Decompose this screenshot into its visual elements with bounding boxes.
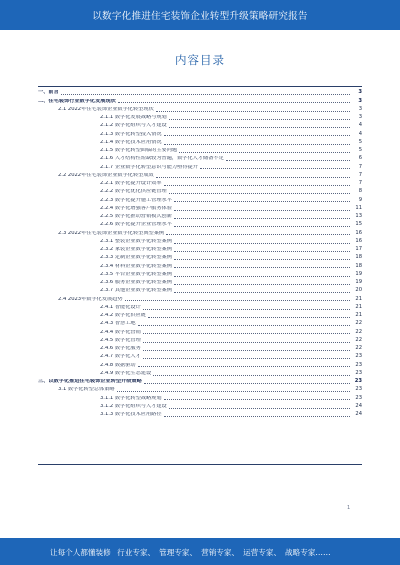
toc-entry-title: 2.4.7 数字化人才 bbox=[100, 354, 141, 360]
toc-entry-title: 3.1.3 数字化技术应用路径 bbox=[100, 412, 162, 418]
toc-dot-leader bbox=[156, 177, 350, 178]
toc-entry-page: 23 bbox=[355, 394, 362, 401]
toc-entry-title: 一、前言 bbox=[38, 90, 59, 96]
toc-entry-title: 2.3.2 家装企业数字化转型案例 bbox=[100, 247, 172, 253]
toc-entry[interactable] bbox=[100, 352, 362, 360]
toc-entry-page: 5 bbox=[358, 138, 362, 145]
toc-entry-page: 23 bbox=[354, 378, 362, 385]
toc-dot-leader bbox=[143, 358, 350, 359]
toc-entry[interactable] bbox=[100, 410, 362, 418]
toc-dot-leader bbox=[169, 119, 350, 120]
footer-slogan-lead: 让每个人都懂装修 bbox=[50, 548, 114, 557]
toc-entry[interactable] bbox=[100, 270, 362, 278]
footer-bar bbox=[0, 538, 400, 565]
report-header-bar bbox=[0, 0, 400, 30]
toc-entry-page: 4 bbox=[358, 122, 362, 129]
toc-entry-title: 2.4.2 数字化供应链 bbox=[100, 313, 146, 319]
toc-entry[interactable] bbox=[100, 327, 362, 335]
toc-entry-page: 22 bbox=[355, 336, 362, 343]
toc-entry[interactable] bbox=[38, 377, 362, 385]
toc-entry-title: 2.4.8 数据驱动 bbox=[100, 362, 136, 368]
toc-entry[interactable] bbox=[38, 96, 362, 104]
toc-entry[interactable] bbox=[100, 303, 362, 311]
toc-entry[interactable] bbox=[100, 121, 362, 129]
toc-entry-title: 2.3.7 其他企业数字化转型案例 bbox=[100, 288, 172, 294]
toc-entry[interactable] bbox=[100, 179, 362, 187]
toc-dot-leader bbox=[143, 309, 350, 310]
toc-dot-leader bbox=[174, 284, 350, 285]
toc-entry-title: 2.2.1 数字化提升设计效率 bbox=[100, 181, 162, 187]
toc-entry[interactable] bbox=[58, 228, 362, 236]
toc-entry[interactable] bbox=[100, 220, 362, 228]
toc-entry-page: 24 bbox=[355, 402, 362, 409]
toc-entry[interactable] bbox=[100, 336, 362, 344]
footer-expert-tag: 管理专家、 bbox=[159, 548, 198, 557]
toc-entry-title: 2.1.7 企业数字化转型意识与能力亟待提升 bbox=[100, 164, 198, 170]
toc-entry-page: 19 bbox=[355, 279, 362, 286]
toc-dot-leader bbox=[138, 366, 350, 367]
toc-dot-leader bbox=[174, 201, 350, 202]
toc-entry-title: 2.4.3 智慧工地 bbox=[100, 321, 136, 327]
toc-dot-leader bbox=[143, 333, 350, 334]
page-number: 1 bbox=[347, 505, 351, 511]
toc-entry-title: 2.3.1 整装企业数字化转型案例 bbox=[100, 238, 172, 244]
footer-slogan bbox=[50, 547, 335, 558]
toc-entry-title: 2.2.5 数字化推动营销模式创新 bbox=[100, 214, 172, 220]
toc-entry-page: 23 bbox=[355, 369, 362, 376]
toc-dot-leader bbox=[169, 193, 350, 194]
toc-entry[interactable] bbox=[100, 237, 362, 245]
toc-entry-page: 21 bbox=[355, 303, 362, 310]
toc-entry-title: 2.2 2022年住宅装饰企业数字化转型成效 bbox=[58, 172, 154, 178]
toc-entry-title: 2.4.4 数字化营销 bbox=[100, 329, 141, 335]
toc-dot-leader bbox=[166, 234, 350, 235]
toc-dot-leader bbox=[164, 185, 350, 186]
toc-entry[interactable] bbox=[100, 319, 362, 327]
toc-entry-page: 17 bbox=[355, 246, 362, 253]
toc-entry[interactable] bbox=[100, 253, 362, 261]
toc-entry[interactable] bbox=[100, 113, 362, 121]
toc-entry[interactable] bbox=[100, 212, 362, 220]
toc-entry[interactable] bbox=[100, 245, 362, 253]
toc-entry-title: 二、住宅装饰行业数字化发展现状 bbox=[38, 98, 116, 104]
toc-entry-page: 21 bbox=[355, 295, 362, 302]
toc-entry-title: 2.2.2 数字化优化供应链管理 bbox=[100, 189, 167, 195]
toc-entry-title: 2.4.5 数字化管理 bbox=[100, 337, 141, 343]
toc-dot-leader bbox=[169, 408, 350, 409]
toc-entry-page: 22 bbox=[355, 320, 362, 327]
toc-entry-page: 11 bbox=[355, 204, 362, 211]
footer-expert-tag: 运营专家、 bbox=[243, 548, 282, 557]
toc-entry[interactable] bbox=[100, 369, 362, 377]
toc-entry-page: 16 bbox=[355, 237, 362, 244]
toc-entry[interactable] bbox=[100, 187, 362, 195]
toc-entry-title: 2.3 2022年住宅装饰企业数字化转型典型案例 bbox=[58, 230, 165, 236]
toc-entry-page: 7 bbox=[358, 180, 362, 187]
toc-dot-leader bbox=[174, 251, 350, 252]
toc-entry-title: 2.3.4 材料企业数字化转型案例 bbox=[100, 263, 172, 269]
toc-dot-leader bbox=[118, 102, 350, 103]
toc-entry-page: 3 bbox=[358, 97, 362, 104]
footer-expert-tag: 行业专家、 bbox=[117, 548, 156, 557]
toc-entry[interactable] bbox=[100, 278, 362, 286]
toc-title: 内容目录 bbox=[175, 53, 225, 67]
toc-entry-title: 2.4.1 智能化设计 bbox=[100, 304, 141, 310]
toc-entry[interactable] bbox=[38, 88, 362, 96]
toc-entry[interactable] bbox=[100, 204, 362, 212]
toc-entry-page: 23 bbox=[355, 361, 362, 368]
toc-entry-page: 24 bbox=[355, 411, 362, 418]
toc-top-rule bbox=[38, 86, 362, 87]
toc-bottom-rule bbox=[38, 464, 362, 465]
toc-entry-page: 13 bbox=[355, 213, 362, 220]
toc-entry[interactable] bbox=[100, 311, 362, 319]
toc-entry-title: 三、以数字化推进住宅装饰企业转型升级策略 bbox=[38, 379, 142, 385]
footer-expert-tag: 战略专家…… bbox=[285, 548, 331, 557]
toc-entry-page: 15 bbox=[355, 221, 362, 228]
toc-entry[interactable] bbox=[100, 402, 362, 410]
toc-dot-leader bbox=[144, 383, 350, 384]
toc-entry[interactable] bbox=[100, 195, 362, 203]
toc-dot-leader bbox=[164, 135, 350, 136]
toc-entry-title: 2.3.6 服务企业数字化转型案例 bbox=[100, 280, 172, 286]
toc-entry-title: 2.1 2022年住宅装饰企业数字化转型现状 bbox=[58, 106, 154, 112]
toc-entry-title: 2.1.6 人才结构性短缺较为普遍，数字化人才储备不足 bbox=[100, 156, 224, 162]
toc-entry[interactable] bbox=[100, 129, 362, 137]
toc-entry-page: 3 bbox=[358, 114, 362, 121]
toc-dot-leader bbox=[174, 292, 350, 293]
toc-dot-leader bbox=[174, 218, 350, 219]
toc-entry-title: 2.1.1 数字化发展战略与规划 bbox=[100, 115, 167, 121]
toc-dot-leader bbox=[164, 416, 350, 417]
toc-dot-leader bbox=[169, 127, 350, 128]
toc-entry[interactable] bbox=[58, 385, 362, 393]
toc-entry-page: 18 bbox=[355, 254, 362, 261]
toc-entry-title: 2.1.2 数字化组织与人才建设 bbox=[100, 123, 167, 129]
toc-entry-page: 3 bbox=[358, 105, 362, 112]
toc-entry-page: 5 bbox=[358, 147, 362, 154]
toc-entry-page: 7 bbox=[358, 171, 362, 178]
toc-entry-page: 22 bbox=[355, 328, 362, 335]
toc-entry-page: 16 bbox=[355, 229, 362, 236]
toc-entry-page: 23 bbox=[355, 386, 362, 393]
toc-dot-leader bbox=[174, 226, 350, 227]
toc-dot-leader bbox=[174, 276, 350, 277]
toc-dot-leader bbox=[138, 325, 350, 326]
toc-entry-title: 3.1.2 数字化组织与人才建设 bbox=[100, 403, 167, 409]
toc-entry[interactable] bbox=[58, 294, 362, 302]
toc-dot-leader bbox=[174, 267, 350, 268]
toc-entry-page: 22 bbox=[355, 345, 362, 352]
toc-entry-page: 9 bbox=[358, 196, 362, 203]
toc-entry-title: 2.4 2023年数字化发展趋势 bbox=[58, 296, 123, 302]
toc-entry-page: 18 bbox=[355, 262, 362, 269]
toc-dot-leader bbox=[174, 243, 350, 244]
toc-entry-title: 2.3.3 定制企业数字化转型案例 bbox=[100, 255, 172, 261]
toc-dot-leader bbox=[226, 160, 350, 161]
toc-entry-page: 19 bbox=[355, 270, 362, 277]
toc-entry-title: 3.1.1 数字化转型战略规划 bbox=[100, 395, 162, 401]
toc-dot-leader bbox=[200, 168, 350, 169]
toc-entry[interactable] bbox=[100, 154, 362, 162]
toc-dot-leader bbox=[153, 375, 350, 376]
toc-entry-title: 3.1 数字化转型总体策略 bbox=[58, 387, 115, 393]
toc-entry-page: 6 bbox=[358, 155, 362, 162]
toc-entry-title: 2.2.6 数字化提升企业管理水平 bbox=[100, 222, 172, 228]
toc-entry-title: 2.1.5 数字化转型面临的主要问题 bbox=[100, 148, 178, 154]
toc-dot-leader bbox=[164, 399, 350, 400]
toc-dot-leader bbox=[174, 259, 350, 260]
toc-entry-page: 21 bbox=[355, 312, 362, 319]
toc-entry-title: 2.4.6 数字化服务 bbox=[100, 346, 141, 352]
toc-entry-page: 7 bbox=[358, 163, 362, 170]
toc-entry-title: 2.1.3 数字化转型投入情况 bbox=[100, 131, 162, 137]
toc-entry-page: 3 bbox=[358, 89, 362, 96]
toc-entry[interactable] bbox=[100, 344, 362, 352]
toc-dot-leader bbox=[125, 300, 350, 301]
toc-entry[interactable] bbox=[58, 105, 362, 113]
toc-dot-leader bbox=[174, 210, 350, 211]
toc-entry[interactable] bbox=[100, 146, 362, 154]
toc-dot-leader bbox=[143, 342, 350, 343]
toc-entry[interactable] bbox=[100, 360, 362, 368]
toc-dot-leader bbox=[148, 317, 350, 318]
toc-dot-leader bbox=[164, 144, 350, 145]
toc-dot-leader bbox=[61, 94, 350, 95]
toc-entry-title: 2.2.4 数字化增强客户服务体验 bbox=[100, 205, 172, 211]
toc-dot-leader bbox=[156, 111, 350, 112]
toc-entry[interactable] bbox=[100, 138, 362, 146]
toc-entry[interactable] bbox=[100, 286, 362, 294]
toc-entry-page: 8 bbox=[358, 188, 362, 195]
toc-entry-title: 2.2.3 数字化提升施工管理水平 bbox=[100, 197, 172, 203]
toc-dot-leader bbox=[143, 350, 350, 351]
toc-entry[interactable] bbox=[100, 261, 362, 269]
toc-entry-page: 20 bbox=[355, 287, 362, 294]
toc-entry-title: 2.1.4 数字化技术应用情况 bbox=[100, 139, 162, 145]
toc-dot-leader bbox=[117, 391, 350, 392]
toc-entry-page: 23 bbox=[355, 353, 362, 360]
toc-dot-leader bbox=[179, 152, 350, 153]
toc-entry[interactable] bbox=[100, 393, 362, 401]
toc-entry-title: 2.4.9 数字化生态建设 bbox=[100, 370, 152, 376]
footer-expert-tag: 营销专家、 bbox=[201, 548, 240, 557]
toc-entry[interactable] bbox=[58, 171, 362, 179]
report-title: 以数字化推进住宅装饰企业转型升级策略研究报告 bbox=[92, 11, 308, 22]
toc-entry[interactable] bbox=[100, 162, 362, 170]
toc-entry-title: 2.3.5 平台企业数字化转型案例 bbox=[100, 271, 172, 277]
toc-entry-page: 4 bbox=[358, 130, 362, 137]
